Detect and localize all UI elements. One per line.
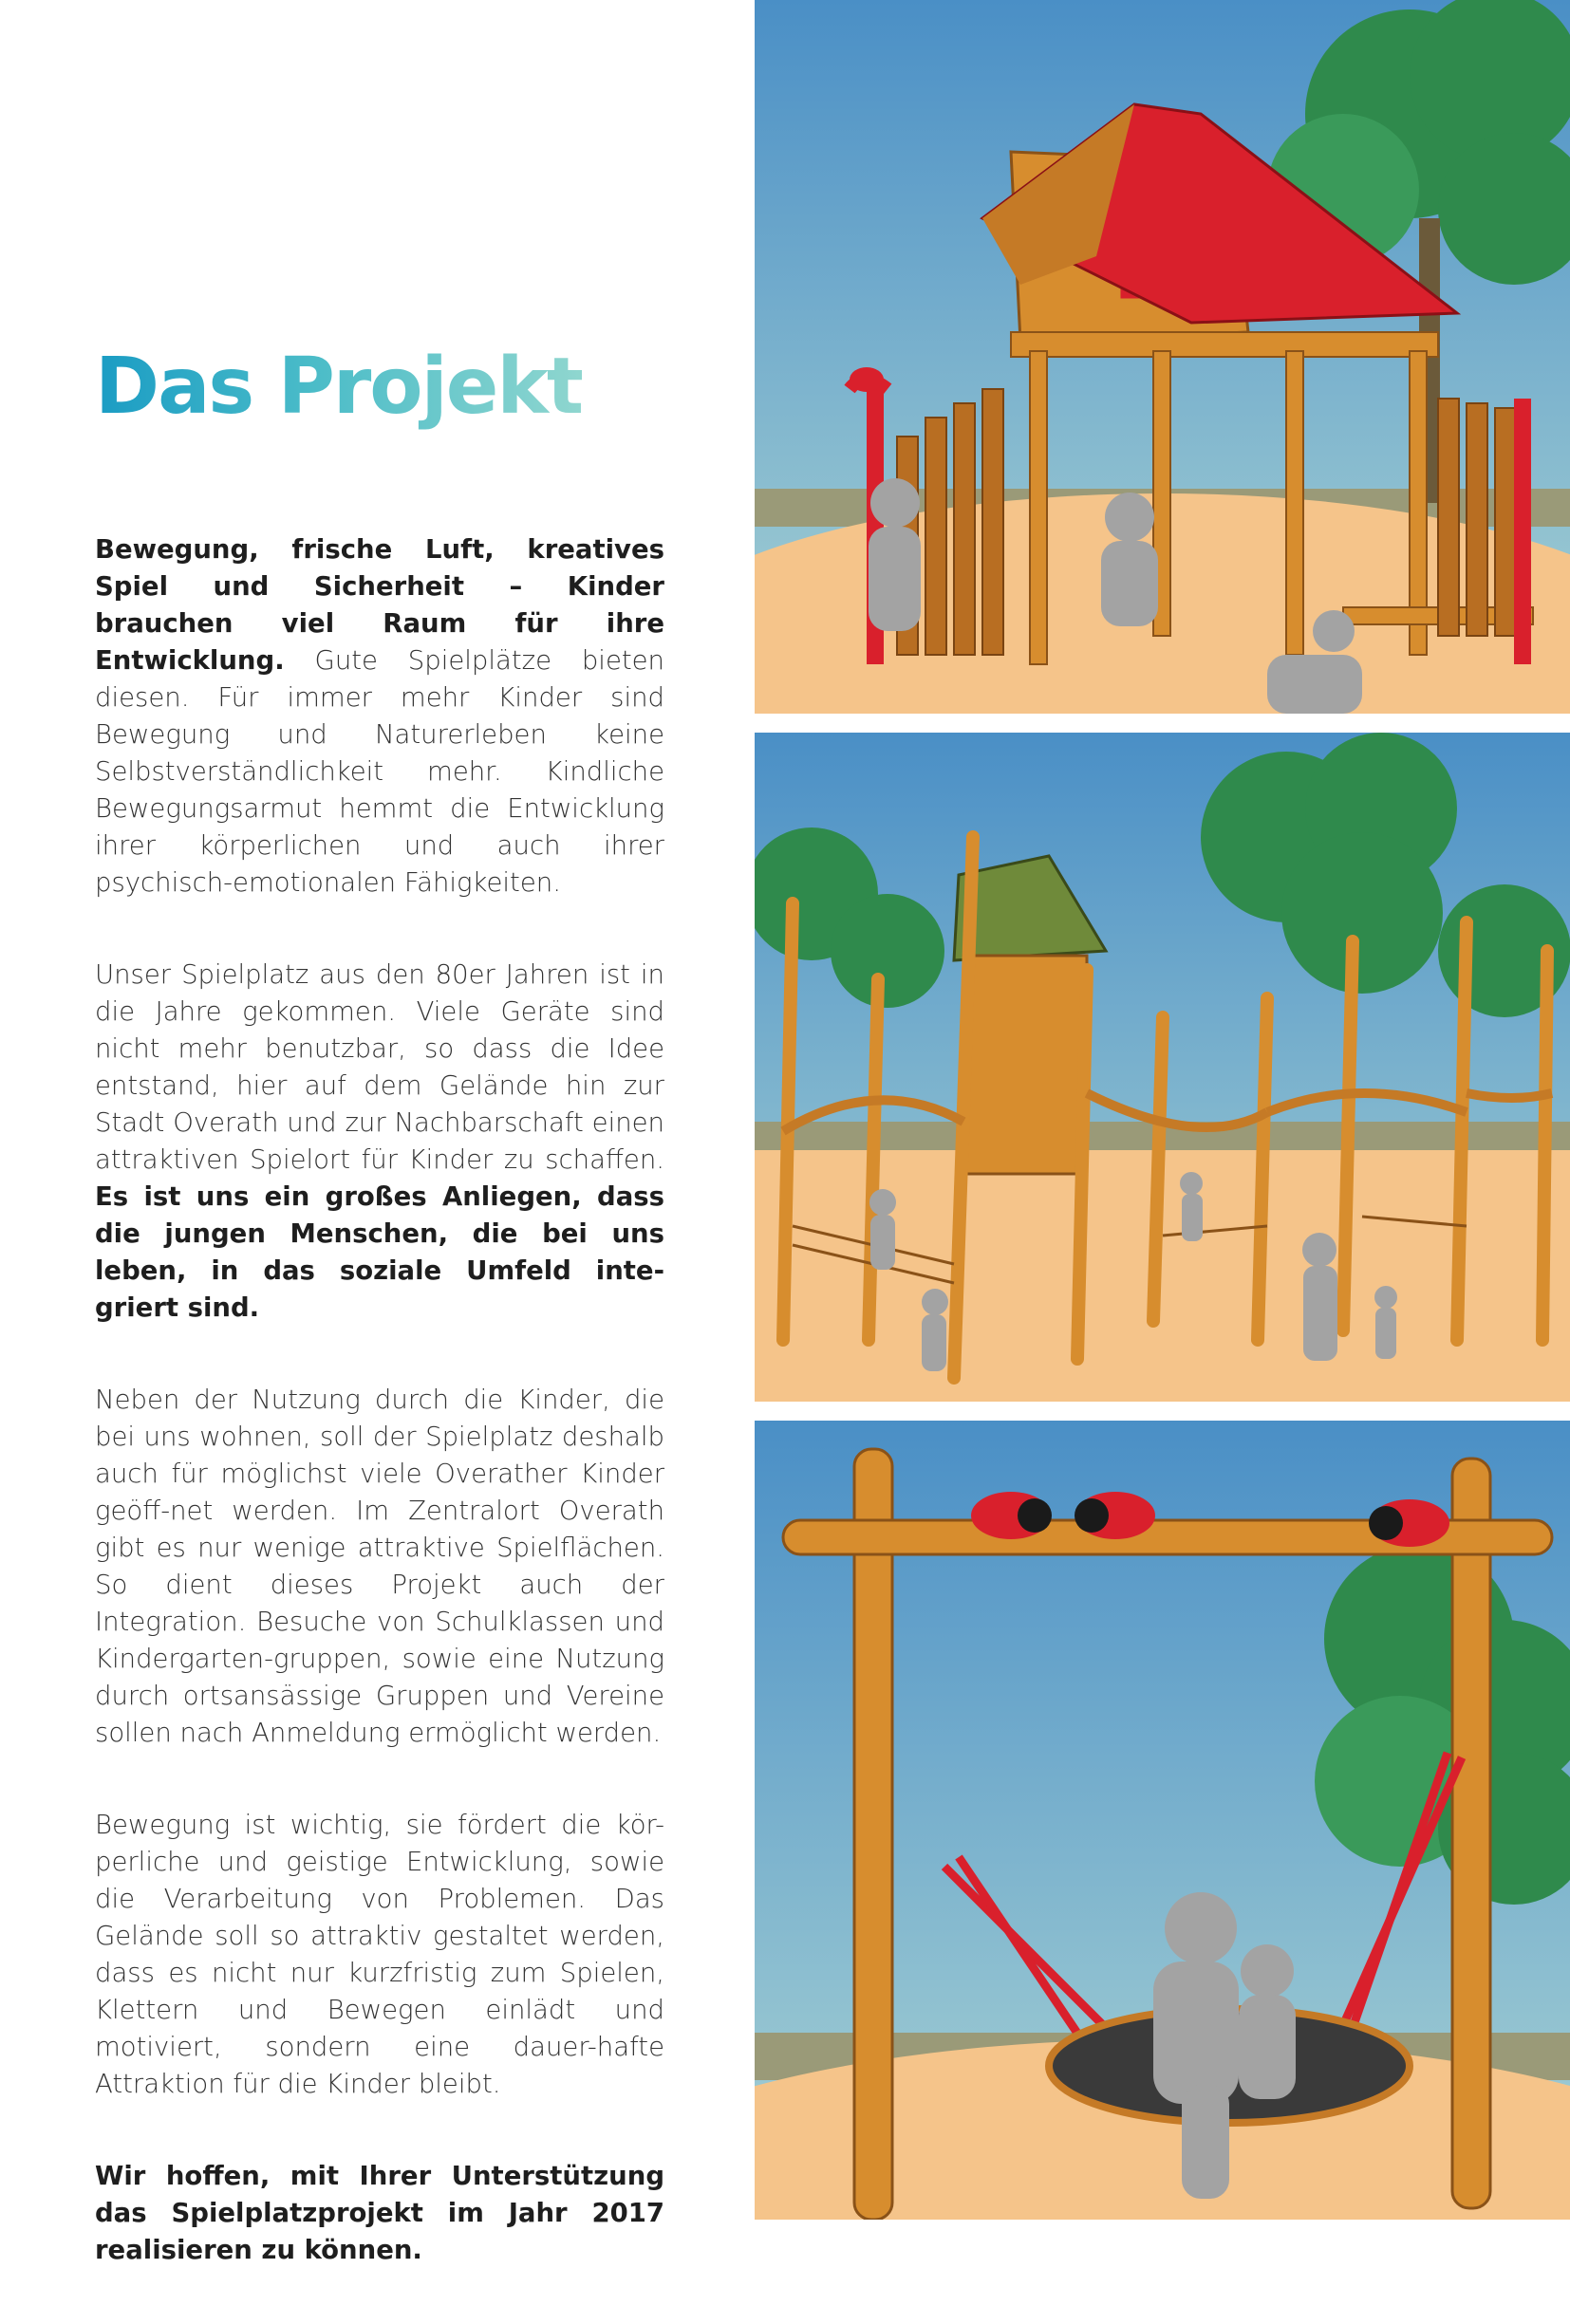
illustration-treehouse — [755, 0, 1570, 714]
illustration-nest-swing — [755, 1421, 1570, 2220]
paragraph-1 — [95, 531, 664, 902]
page-title — [95, 342, 582, 432]
paragraph-1-bold: Bewegung, frische Luft, kreatives Spiel und Sicherheit – Kinder brauchen viel Raum für ihre Entwicklung. — [95, 534, 664, 676]
paragraph-5 — [95, 2158, 664, 2269]
paragraph-4-text: Bewegung ist wichtig, sie fördert die kör-perliche und geistige Entwicklung, sowie die Verarbeitung von Problemen. Das Gelände soll so attraktiv gestaltet werden, dass es nicht nur kurzfristig zum Spielen, Klettern und Bewegen einlädt und motiviert, sondern eine dauer-hafte Attraktion für die Kinder bleibt. — [95, 1810, 664, 2099]
paragraph-4 — [95, 1807, 664, 2103]
paragraph-3 — [95, 1382, 664, 1752]
paragraph-2 — [95, 957, 664, 1327]
paragraph-3-text: Neben der Nutzung durch die Kinder, die bei uns wohnen, soll der Spielplatz deshalb auch für möglichst viele Overather Kinder geöff-net werden. Im Zentralort Overath gibt es nur wenige attraktive Spielflächen. So dient dieses Projekt auch der Integration. Besuche von Schulklassen und Kindergarten-gruppen, sowie eine Nutzung durch ortsansässige Gruppen und Vereine sollen nach Anmeldung ermöglicht werden. — [95, 1385, 664, 1748]
paragraph-5-bold: Wir hoffen, mit Ihrer Unterstützung das Spielplatzprojekt im Jahr 2017 realisieren zu können. — [95, 2161, 664, 2265]
body-text — [95, 531, 664, 2324]
illustration-climbing-towers — [755, 733, 1570, 1402]
treehouse-drawing — [755, 0, 1570, 714]
paragraph-2-bold: Es ist uns ein großes Anliegen, dass die jungen Menschen, die bei uns leben, in das soziale Umfeld inte-griert sind. — [95, 1181, 664, 1323]
climbing-towers-drawing — [755, 733, 1570, 1402]
title-projekt: Projekt — [277, 342, 583, 432]
ladybug-icon — [850, 367, 884, 392]
paragraph-2-text: Unser Spielplatz aus den 80er Jahren ist in die Jahre gekommen. Viele Geräte sind nicht mehr benutzbar, so dass die Idee entstand, hier auf dem Gelände hin zur Stadt Overath und zur Nachbarschaft einen attraktiven Spielort für Kinder zu schaffen. — [95, 959, 664, 1175]
paragraph-1-text: Gute Spielplätze bieten diesen. Für immer mehr Kinder sind Bewegung und Naturerleben keine Selbstverständlichkeit mehr. Kindliche Bewegungsarmut hemmt die Entwicklung ihrer körperlichen und auch ihrer psychisch-emotionalen Fähigkeiten. — [95, 645, 664, 898]
title-das: Das — [95, 342, 278, 432]
nest-swing-drawing — [755, 1421, 1570, 2220]
